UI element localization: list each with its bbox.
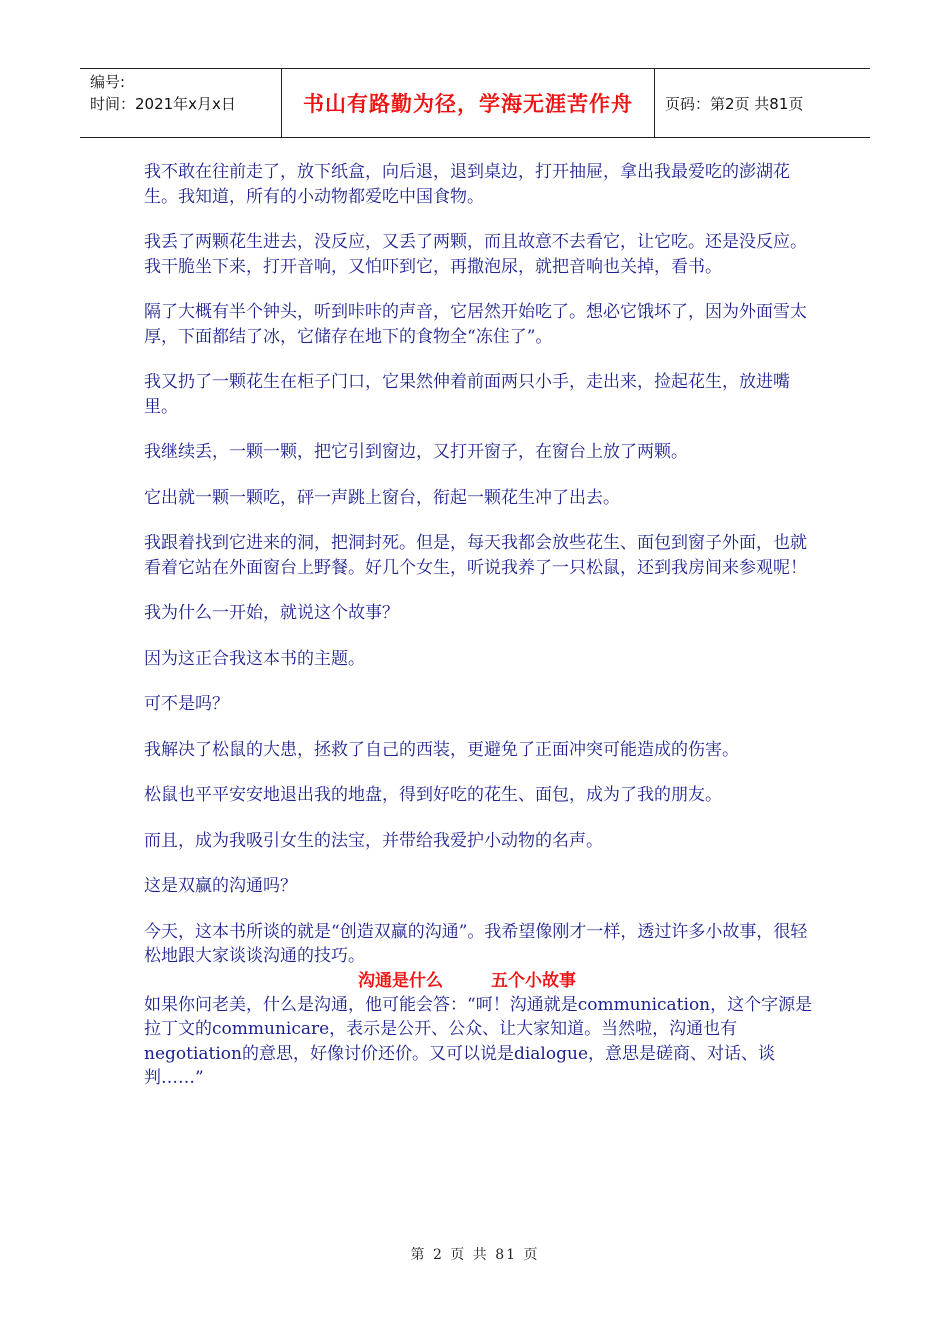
header-meta xyxy=(80,69,282,137)
paragraph: 而且，成为我吸引女生的法宝，并带给我爱护小动物的名声。 xyxy=(144,830,603,851)
paragraph: 我又扔了一颗花生在柜子门口，它果然伸着前面两只小手，走出来，捡起花生，放进嘴里。 xyxy=(144,372,790,417)
header-motto: 书山有路勤为径，学海无涯苦作舟 xyxy=(303,91,633,116)
section-title-a: 沟通是什么 xyxy=(358,970,443,991)
paragraph: 我丢了两颗花生进去，没反应，又丢了两颗，而且故意不去看它，让它吃。还是没反应。我干脆坐下来，打开音响，又怕吓到它，再撒泡尿，就把音响也关掉，看书。 xyxy=(144,232,807,277)
paragraph: 我不敢在往前走了，放下纸盒，向后退，退到桌边，打开抽屉，拿出我最爱吃的澎湖花生。我知道，所有的小动物都爱吃中国食物。 xyxy=(144,162,790,207)
page-footer: 第 2 页 共 81 页 xyxy=(410,1247,540,1263)
paragraph: 如果你问老美，什么是沟通，他可能会答：“呵！沟通就是communication，这个字源是拉丁文的communicare，表示是公开、公众、让大家知道。当然啦，沟通也有negotiation的意思，好像讨价还价。又可以说是dialogue，意思是磋商、对话、谈判……” xyxy=(144,994,813,1088)
paragraph: 松鼠也平平安安地退出我的地盘，得到好吃的花生、面包，成为了我的朋友。 xyxy=(144,785,722,805)
section-title-b: 五个小故事 xyxy=(491,970,576,991)
paragraph: 这是双赢的沟通吗？ xyxy=(144,876,297,896)
page-header xyxy=(80,68,870,138)
paragraph: 我为什么一开始，就说这个故事？ xyxy=(144,603,399,623)
header-page-info: 页码：第2页 共81页 xyxy=(665,94,804,113)
paragraph: 隔了大概有半个钟头，听到咔咔的声音，它居然开始吃了。想必它饿坏了，因为外面雪太厚，下面都结了冰，它储存在地下的食物全“冻住了”。 xyxy=(144,302,807,347)
paragraph: 我跟着找到它进来的洞，把洞封死。但是，每天我都会放些花生、面包到窗子外面，也就看着它站在外面窗台上野餐。好几个女生，听说我养了一只松鼠，还到我房间来参观呢！ xyxy=(144,533,807,578)
header-motto-cell xyxy=(282,69,655,137)
document-body xyxy=(144,160,814,1091)
document-date: 时间：2021年x月x日 xyxy=(90,95,236,113)
document-number: 编号: xyxy=(90,73,126,91)
paragraph: 我继续丢，一颗一颗，把它引到窗边，又打开窗子，在窗台上放了两颗。 xyxy=(144,442,688,462)
paragraph: 因为这正合我这本书的主题。 xyxy=(144,648,365,669)
paragraph: 我解决了松鼠的大患，拯救了自己的西装，更避免了正面冲突可能造成的伤害。 xyxy=(144,739,739,760)
paragraph: 今天，这本书所谈的就是“创造双赢的沟通”。我希望像刚才一样，透过许多小故事，很轻松地跟大家谈谈沟通的技巧。 xyxy=(144,921,808,966)
paragraph: 可不是吗？ xyxy=(144,694,229,714)
paragraph: 它出就一颗一颗吃，砰一声跳上窗台，衔起一颗花生冲了出去。 xyxy=(144,487,620,508)
section-heading xyxy=(144,969,814,993)
